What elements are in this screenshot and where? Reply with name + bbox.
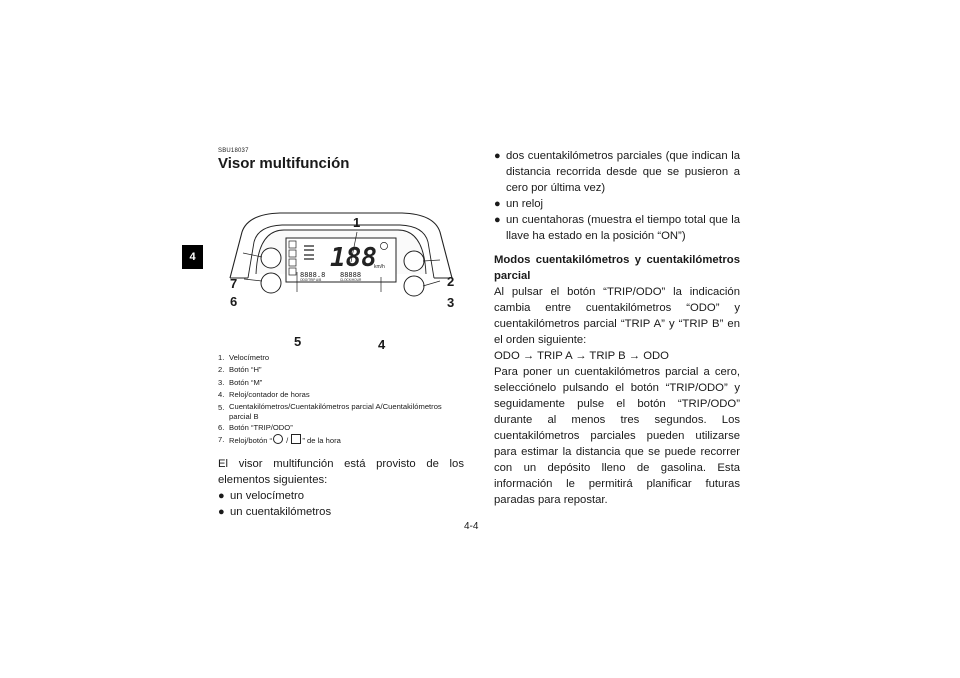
list-item: ● un reloj (494, 198, 544, 210)
clock-button-drawing (261, 248, 281, 268)
mode-sequence: ODO → TRIP A → TRIP B → ODO (494, 350, 669, 362)
odometer-digits: 8888.8 (300, 271, 326, 279)
odo-mode-label: ODO/TRIP A/B (300, 278, 322, 282)
bullet-icon: ● (494, 198, 501, 210)
legend-item: 6. Botón “TRIP/ODO” (218, 422, 293, 432)
bullet-icon: ● (218, 490, 225, 503)
right-column (494, 148, 740, 508)
callout-clock-hour: 4 (378, 337, 386, 352)
bullet-icon: ● (494, 150, 501, 162)
display-illustration (218, 180, 464, 298)
clock-mode-label: CLOCK/HOUR (340, 278, 362, 282)
mode-paragraph: Al pulsar el botón “TRIP/ODO” la indicación cambia entre cuentakilómetros “ODO” y cuentakilómetros parcial “TRIP A” y “TRIP B” en el orden siguiente: (494, 286, 740, 346)
callout-h-button: 2 (447, 274, 455, 289)
legend-item: 7. Reloj/botón “ / ” de la hora (218, 435, 341, 446)
hourglass-icon (291, 434, 301, 444)
trip-odo-button-drawing (261, 273, 281, 293)
list-item: ● un cuentakilómetros (218, 506, 332, 519)
callout-odometer: 5 (294, 334, 302, 349)
h-button-drawing (404, 251, 424, 271)
m-button-drawing (404, 276, 424, 296)
legend-item: 4. Reloj/contador de horas (218, 390, 310, 400)
page-number: 4-4 (464, 521, 479, 532)
list-item: ● un velocímetro (218, 490, 305, 503)
list-item: ● un cuentahoras (muestra el tiempo total que la llave ha estado en la posición “ON”) (494, 214, 740, 242)
callout-trip-odo-button: 6 (230, 294, 238, 309)
mode-subheading: Modos cuentakilómetros y cuentakilómetros parcial (494, 254, 740, 282)
reset-paragraph: Para poner un cuentakilómetros parcial a cero, selecciónelo pulsando el botón “TRIP/ODO” y seguidamente pulse el botón “TRIP/ODO” durante al menos tres segundos. Los cuentakilómetros parciales pueden utilizarse para estimar la distancia que se puede recorrer con un depósito lleno de gasolina. Esta información le permitirá planificar futuras paradas para repostar. (494, 366, 740, 506)
legend-item: 2. Botón “H” (218, 365, 262, 375)
multifunction-display-figure (218, 180, 464, 352)
callout-clock-button: 7 (230, 276, 238, 291)
right-bullet-list (494, 148, 740, 244)
bullet-icon: ● (494, 214, 501, 226)
legend-item: 3. Botón “M” (218, 377, 263, 387)
section-title: Visor multifunción (218, 155, 350, 172)
figure-legend (218, 352, 464, 447)
legend-item: 5. Cuentakilómetros/Cuentakilómetros parcial A/Cuentakilómetros parcial B (218, 401, 442, 421)
bullet-icon: ● (218, 506, 225, 519)
intro-paragraph: El visor multifunción está provisto de los elementos siguientes: (218, 458, 464, 487)
clock-icon (273, 434, 283, 444)
callout-speedometer: 1 (353, 215, 361, 230)
chapter-tab: 4 (182, 245, 203, 269)
speed-digits: 188 (330, 243, 377, 273)
left-bullet-list (218, 488, 464, 520)
document-code: SBU18037 (218, 148, 249, 154)
speed-unit: km/h (374, 264, 385, 270)
left-column (218, 148, 464, 520)
callout-m-button: 3 (447, 295, 455, 310)
clock-digits: 88888 (340, 271, 362, 279)
legend-item: 1. Velocímetro (218, 353, 270, 362)
list-item: ● dos cuentakilómetros parciales (que indican la distancia recorrida desde que se pusieron a cero por última vez) (494, 150, 740, 194)
